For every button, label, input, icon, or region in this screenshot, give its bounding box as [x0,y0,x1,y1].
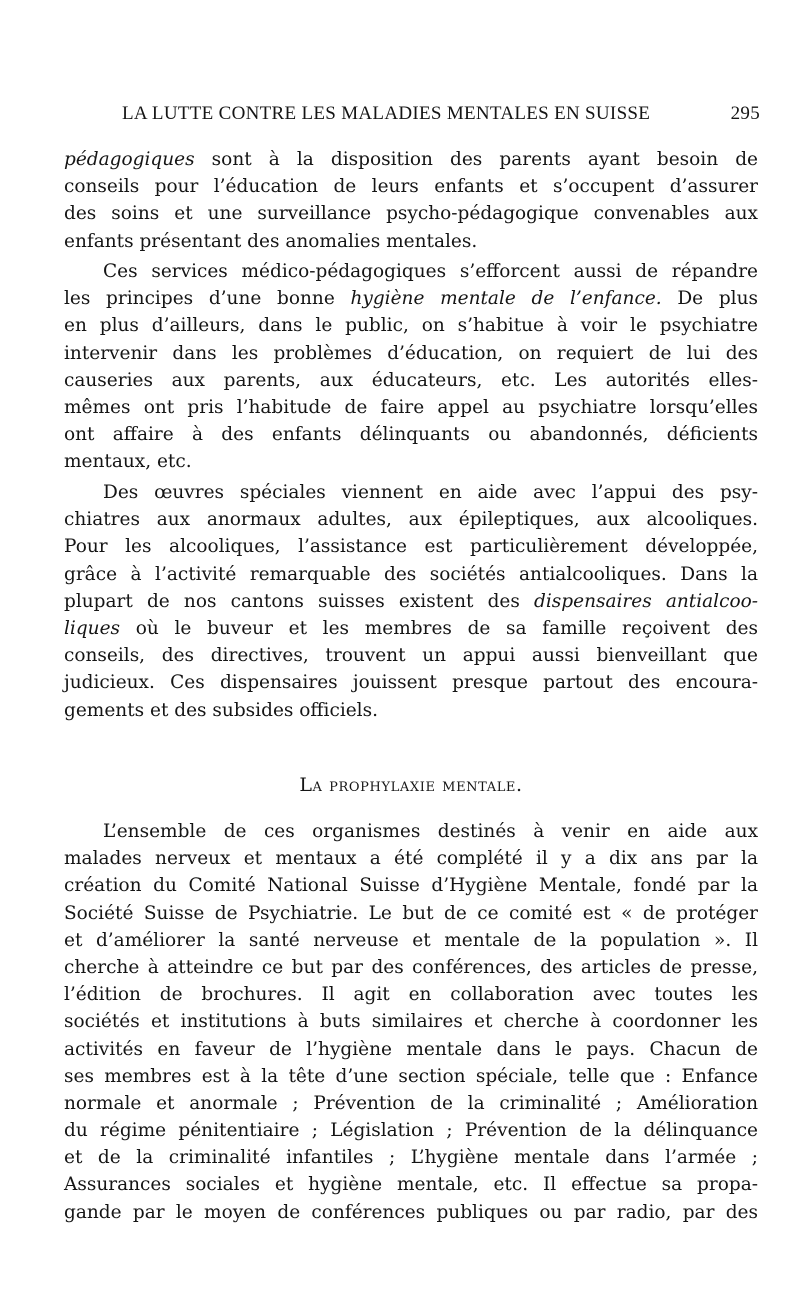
text-line: enfants présentant des anomalies mentales. [64,230,478,252]
text-line: causeries aux parents, aux éducateurs, etc. Les autorités elles- [64,369,758,391]
text-line: liques où le buveur et les membres de sa famille reçoivent des [64,617,758,639]
text-line: plupart de nos cantons suisses existent des dispensaires antialcoo- [64,590,758,612]
text-line: conseils, des directives, trouvent un appui aussi bienveillant que [64,645,758,667]
text-line: du régime pénitentiaire ; Législation ; Prévention de la délinquance [64,1120,758,1142]
text-line: l’édition de brochures. Il agit en collaboration avec toutes les [64,984,758,1006]
paragraph-1 [64,146,758,255]
text-line: L’ensemble de ces organismes destinés à venir en aide aux [103,821,758,842]
paragraph-3 [64,479,758,724]
running-header [112,103,760,129]
text-line: malades nerveux et mentaux a été complété il y a dix ans par la [64,848,758,870]
text-line: grâce à l’activité remarquable des sociétés antialcooliques. Dans la [64,563,758,585]
text-line: Assurances sociales et hygiène mentale, etc. Il effectue sa propa- [64,1174,758,1196]
text-line: chiatres aux anormaux adultes, aux épileptiques, aux alcooliques. [64,509,758,531]
text-line: intervenir dans les problèmes d’éducation, on requiert de lui des [64,342,758,364]
text-line: gande par le moyen de conférences publiques ou par radio, par des [64,1201,758,1223]
text-line: Pour les alcooliques, l’assistance est particulièrement développée, [64,536,758,558]
text-line: cherche à atteindre ce but par des conférences, des articles de presse, [64,956,758,978]
italic-phrase: liques [64,617,121,639]
text-line: normale et anormale ; Prévention de la criminalité ; Amélioration [64,1092,758,1114]
text-line: les principes d’une bonne hygiène mentale de l’enfance. De plus [64,288,758,310]
paragraph-4 [64,818,758,1226]
text-line: des soins et une surveillance psycho-pédagogique convenables aux [64,203,758,225]
text-line: Société Suisse de Psychiatrie. Le but de ce comité est « de protéger [64,902,758,924]
text-line: mêmes ont pris l’habitude de faire appel au psychiatre lorsqu’elles [64,396,758,418]
text-line: pédagogiques sont à la disposition des parents ayant besoin de [64,149,758,170]
text-line: ses membres est à la tête d’une section spéciale, telle que : Enfance [64,1065,758,1087]
italic-phrase: hygiène mentale de l’enfance. [350,288,662,310]
text-line: en plus d’ailleurs, dans le public, on s’habitue à voir le psychiatre [64,315,758,337]
italic-phrase: dispensaires antialcoo- [534,590,758,612]
paragraph-2 [64,258,758,476]
text-line: et d’améliorer la santé nerveuse et mentale de la population ». Il [64,929,758,951]
text-line: ont affaire à des enfants délinquants ou abandonnés, déficients [64,424,758,446]
text-line: judicieux. Ces dispensaires jouissent presque partout des encoura- [64,672,758,694]
text-line: et de la criminalité infantiles ; L’hygiène mentale dans l’armée ; [64,1147,758,1169]
text-line: gements et des subsides officiels. [64,699,378,721]
section-heading: La prophylaxie mentale. [299,774,523,796]
page-number: 295 [730,103,760,124]
running-title: LA LUTTE CONTRE LES MALADIES MENTALES EN SUISSE [122,103,651,124]
text-line: conseils pour l’éducation de leurs enfants et s’occupent d’assurer [64,176,758,198]
text-line: sociétés et institutions à buts similaires et cherche à coordonner les [64,1011,758,1033]
italic-term: pédagogiques [64,149,195,170]
text-line: activités en faveur de l’hygiène mentale dans le pays. Chacun de [64,1038,758,1060]
text-line: mentaux, etc. [64,451,192,473]
text-line: Ces services médico-pédagogiques s’efforcent aussi de répandre [103,261,758,282]
text-line: création du Comité National Suisse d’Hygiène Mentale, fondé par la [64,875,758,897]
text-line: Des œuvres spéciales viennent en aide avec l’appui des psy- [103,482,758,503]
